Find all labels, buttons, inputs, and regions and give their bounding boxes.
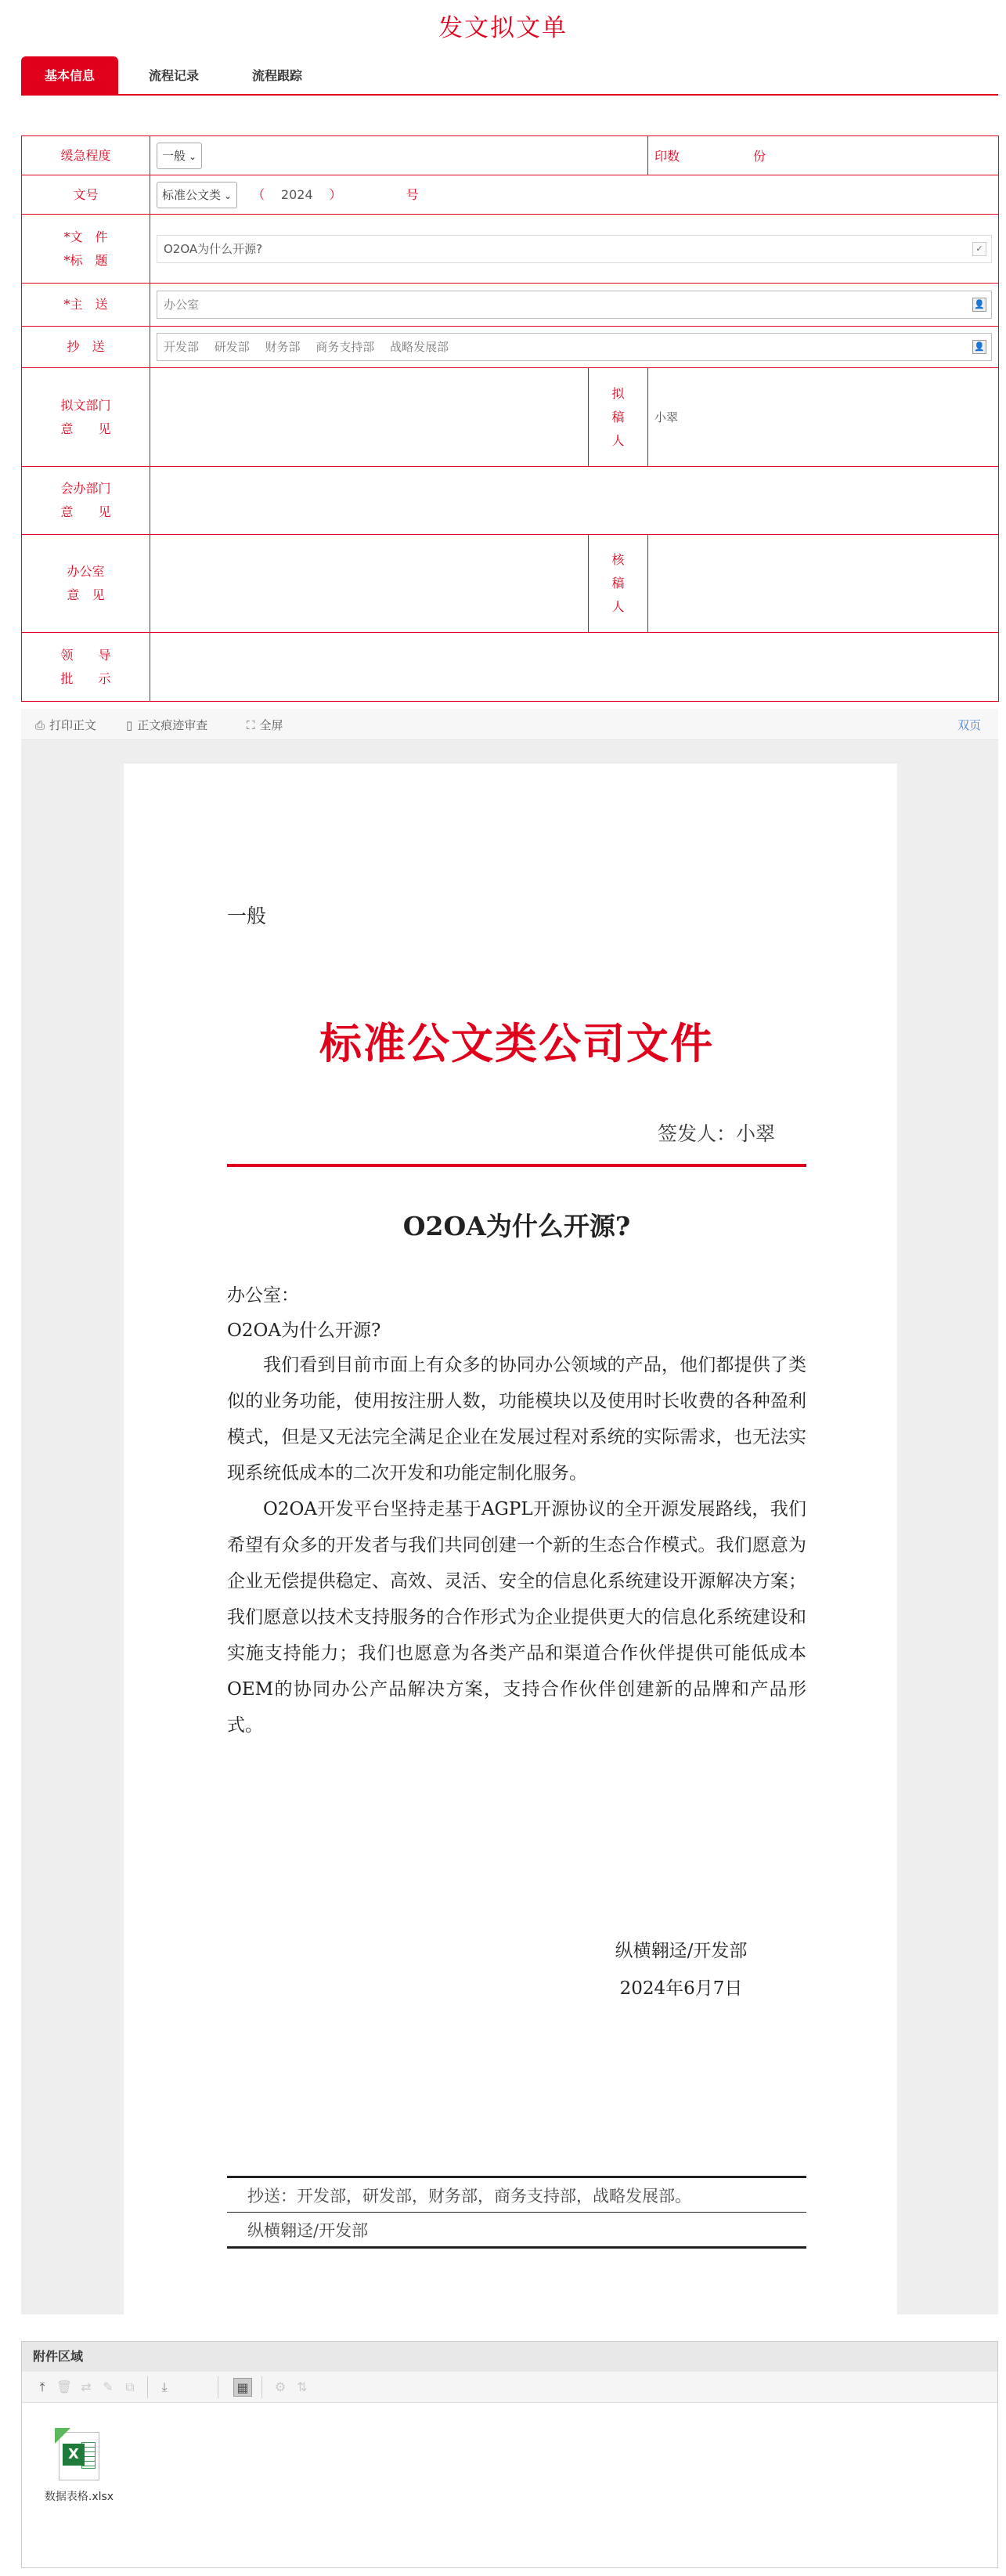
co-dept-label <box>22 467 150 535</box>
document-icon: ▯ <box>126 718 133 732</box>
doc-title: O2OA为什么开源? <box>402 1211 631 1241</box>
cc-value: 开发部 研发部 财务部 商务支持部 战略发展部 <box>164 340 449 354</box>
fullscreen-button[interactable] <box>247 717 283 733</box>
new-flag-icon <box>55 2428 70 2444</box>
copies-cell <box>648 136 999 175</box>
doc-title-cell <box>150 215 999 284</box>
cc-input[interactable] <box>157 333 992 361</box>
draft-dept-label-2: 意 见 <box>60 421 111 436</box>
doctype-select[interactable] <box>157 182 237 208</box>
doc-addressee: 办公室： <box>227 1285 299 1306</box>
cc-label: 抄 送 <box>22 327 150 368</box>
track-review-label: 正文痕迹审查 <box>137 718 208 732</box>
leader-label-1: 领 导 <box>60 647 111 663</box>
attachment-file[interactable] <box>36 2432 122 2504</box>
co-dept-label-2: 意 见 <box>60 504 111 519</box>
upload-icon[interactable]: ⤒ <box>39 2379 45 2394</box>
main-send-label: *主 送 <box>22 284 150 327</box>
main-send-cell <box>150 284 999 327</box>
attachment-title: 附件区域 <box>22 2342 997 2372</box>
double-page-button[interactable]: 双页 <box>957 718 981 732</box>
co-dept-label-1: 会办部门 <box>60 481 111 496</box>
edit-icon[interactable]: ✓ <box>972 242 986 256</box>
leader-label <box>22 633 150 702</box>
checker-label-3: 人 <box>611 599 625 614</box>
attachment-area <box>21 2341 998 2568</box>
urgency-label: 缓急程度 <box>22 136 150 175</box>
doc-urgency: 一般 <box>227 905 267 927</box>
delete-icon[interactable]: 🗑 <box>56 2379 73 2394</box>
doc-title-label <box>22 215 150 284</box>
grid-view-icon[interactable]: ▦ <box>233 2378 252 2397</box>
doc-title-label-1: *文 件 <box>63 229 108 244</box>
person-picker-icon[interactable]: 👤 <box>972 298 986 312</box>
doc-red-header: 标准公文类公司文件 <box>319 1018 714 1068</box>
tab-flow-track[interactable]: 流程跟踪 <box>251 68 302 83</box>
doc-subject: O2OA为什么开源? <box>227 1321 381 1341</box>
page-title: 发文拟文单 <box>438 14 568 42</box>
checker-label-1: 核 <box>611 552 625 567</box>
doc-title-label-2: *标 题 <box>63 252 108 268</box>
office-opinion[interactable] <box>150 535 589 633</box>
office-label-1: 办公室 <box>67 564 105 579</box>
doc-signer: 签发人：小翠 <box>657 1122 775 1145</box>
doc-paragraph: O2OA开发平台坚持走基于AGPL开源协议的全开源发展路线，我们希望有众多的开发者与我们共同创建一个新的生态合作模式。我们愿意为企业无偿提供稳定、高效、灵活、安全的信息化系统建设开源解决方案；我们愿意以技术支持服务的合作形式为企业提供更大的信息化系统建设和实施支持能力；我们也愿意为各类产品和渠道合作伙伴提供可能低成本OEM的协同办公产品解决方案，支持合作伙伴创建新的品牌和产品形式。 <box>227 1499 806 1736</box>
draft-dept-opinion[interactable] <box>150 368 589 467</box>
docno-cell <box>150 175 999 215</box>
drafter-label-3: 人 <box>611 432 625 448</box>
draft-dept-label <box>22 368 150 467</box>
download-icon[interactable]: ⤓ <box>161 2379 168 2394</box>
copies-unit: 份 <box>753 149 766 164</box>
copy-icon[interactable]: ⧉ <box>125 2379 135 2394</box>
urgency-select-value: 一般 <box>162 148 186 163</box>
doc-body <box>227 1347 806 1743</box>
gear-icon[interactable]: ⚙ <box>274 2379 287 2394</box>
checker-label <box>589 535 648 633</box>
cc-cell <box>150 327 999 368</box>
urgency-select[interactable] <box>157 143 202 169</box>
co-dept-opinion[interactable] <box>150 467 999 535</box>
checker-value <box>648 535 999 633</box>
drafter-label-2: 稿 <box>611 409 625 425</box>
tab-bar <box>21 56 998 96</box>
docno-label: 文号 <box>22 175 150 215</box>
excel-file-icon <box>59 2432 99 2480</box>
docno-suffix: 号 <box>406 186 419 202</box>
doc-title-value: O2OA为什么开源? <box>164 241 263 256</box>
sort-icon[interactable]: ⇅ <box>297 2379 308 2394</box>
draft-dept-label-1: 拟文部门 <box>60 397 111 413</box>
doc-paragraph: 我们看到目前市面上有众多的协同办公领域的产品，他们都提供了类似的业务功能，使用按注册人数，功能模块以及使用时长收费的各种盈利模式，但是又无法完全满足企业在发展过程对系统的实际需求，也无法实现系统低成本的二次开发和功能定制化服务。 <box>227 1355 806 1483</box>
chevron-down-icon: ⌄ <box>189 150 197 162</box>
docno-close: ） <box>329 186 342 202</box>
fullscreen-label: 全屏 <box>259 718 283 732</box>
doc-sign-date: 2024年6月7日 <box>619 1978 743 1999</box>
replace-icon[interactable]: ⇄ <box>81 2379 92 2394</box>
drafter-label <box>589 368 648 467</box>
excel-x-icon: X <box>63 2444 85 2466</box>
urgency-cell <box>150 136 648 175</box>
toolbar-divider <box>261 2376 262 2398</box>
docno-year[interactable]: 2024 <box>280 186 313 202</box>
checker-label-2: 稿 <box>611 576 625 591</box>
person-picker-icon[interactable]: 👤 <box>972 340 986 354</box>
main-send-value: 办公室 <box>164 298 200 312</box>
doc-sign-unit: 纵横翱迳/开发部 <box>615 1941 748 1961</box>
document-toolbar <box>21 709 998 740</box>
print-button[interactable] <box>35 717 96 733</box>
printer-icon: ⎙ <box>35 718 45 732</box>
leader-label-2: 批 示 <box>60 670 111 686</box>
drafter-value: 小翠 <box>648 368 999 467</box>
office-label <box>22 535 150 633</box>
fullscreen-icon: ⛶ <box>247 718 255 732</box>
doc-cc: 抄送：开发部，研发部，财务部，商务支持部，战略发展部。 <box>247 2187 691 2206</box>
doc-issuer: 纵横翱迳/开发部 <box>247 2221 369 2240</box>
document-form <box>21 135 999 702</box>
doctype-select-value: 标准公文类 <box>162 187 222 202</box>
chevron-down-icon: ⌄ <box>224 190 233 201</box>
edit-icon[interactable]: ✎ <box>103 2379 114 2394</box>
attachment-toolbar <box>22 2372 997 2403</box>
print-label: 打印正文 <box>49 718 97 732</box>
doc-title-input[interactable] <box>157 235 992 263</box>
doc-rule <box>227 2212 806 2213</box>
track-review-button[interactable] <box>126 717 207 733</box>
tab-flow-record[interactable]: 流程记录 <box>148 68 199 83</box>
doc-rule <box>227 2246 806 2249</box>
attachment-file-name: 数据表格.xlsx <box>44 2491 114 2503</box>
copies-label: 印数 <box>654 149 680 164</box>
drafter-label-1: 拟 <box>611 385 625 401</box>
office-label-2: 意 见 <box>67 587 105 602</box>
doc-red-rule <box>227 1164 806 1167</box>
leader-instruction[interactable] <box>150 633 999 702</box>
tab-basic-info[interactable]: 基本信息 <box>21 56 118 96</box>
main-send-input[interactable] <box>157 291 992 319</box>
doc-rule <box>227 2176 806 2178</box>
docno-open: （ <box>252 186 265 202</box>
toolbar-divider <box>147 2376 148 2398</box>
